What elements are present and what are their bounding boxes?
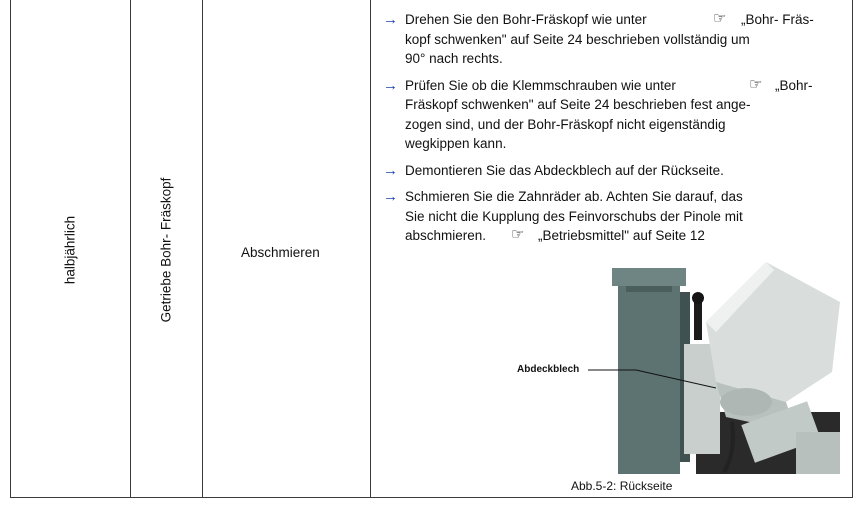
- step-line: Schmieren Sie die Zahnräder ab. Achten Sie darauf, das: [405, 189, 743, 204]
- machine-rear-photo: [596, 262, 840, 474]
- step-line: Prüfen Sie ob die Klemmschrauben wie unter: [405, 77, 676, 93]
- component-cell: Getriebe Bohr- Fräskopf: [158, 177, 174, 323]
- step-4: [383, 187, 843, 246]
- figure-caption: Abb.5-2: Rückseite: [571, 479, 673, 493]
- action-cell: Abschmieren: [241, 245, 320, 260]
- step-line: abschmieren.: [405, 228, 487, 243]
- reference-icon: ☞: [713, 10, 727, 27]
- step-line: Demontieren Sie das Abdeckblech auf der Rückseite.: [405, 162, 724, 178]
- reference-icon: ☞: [511, 226, 525, 243]
- step-3: [383, 161, 843, 181]
- table-left-border: [10, 0, 11, 498]
- step-2: [383, 76, 843, 154]
- step-line: Sie nicht die Kupplung des Feinvorschubs der Pinole mit: [405, 208, 743, 224]
- step-line: kopf schwenken" auf Seite 24 beschrieben vollständig um: [405, 31, 750, 47]
- reference-link[interactable]: „Bohr- Fräs-: [741, 12, 814, 27]
- step-line: Drehen Sie den Bohr-Fräskopf wie unter: [405, 12, 647, 27]
- callout-leader-line: [588, 369, 716, 389]
- step-1: [383, 10, 843, 69]
- step-line: zogen sind, und der Bohr-Fräskopf nicht eigenständig: [405, 116, 726, 132]
- reference-link[interactable]: „Betriebsmittel" auf Seite 12: [538, 228, 705, 243]
- step-line: Fräskopf schwenken" auf Seite 24 beschrieben fest ange-: [405, 97, 751, 112]
- table-divider-1: [130, 0, 131, 498]
- instruction-list: [383, 10, 843, 253]
- table-divider-2: [202, 0, 203, 498]
- table-bottom-border: [10, 497, 853, 498]
- step-line: wegkippen kann.: [405, 136, 507, 151]
- reference-icon: ☞: [749, 75, 763, 93]
- arrow-icon: →: [383, 11, 398, 28]
- arrow-icon: →: [383, 188, 398, 205]
- step-line: 90° nach rechts.: [405, 51, 503, 66]
- figure-callout-label: Abdeckblech: [517, 364, 580, 375]
- table-divider-3: [370, 0, 371, 498]
- table-right-border: [852, 0, 853, 498]
- arrow-icon: →: [383, 76, 398, 94]
- reference-link[interactable]: „Bohr-: [775, 77, 813, 93]
- arrow-icon: →: [383, 161, 398, 179]
- interval-cell: halbjährlich: [62, 215, 78, 285]
